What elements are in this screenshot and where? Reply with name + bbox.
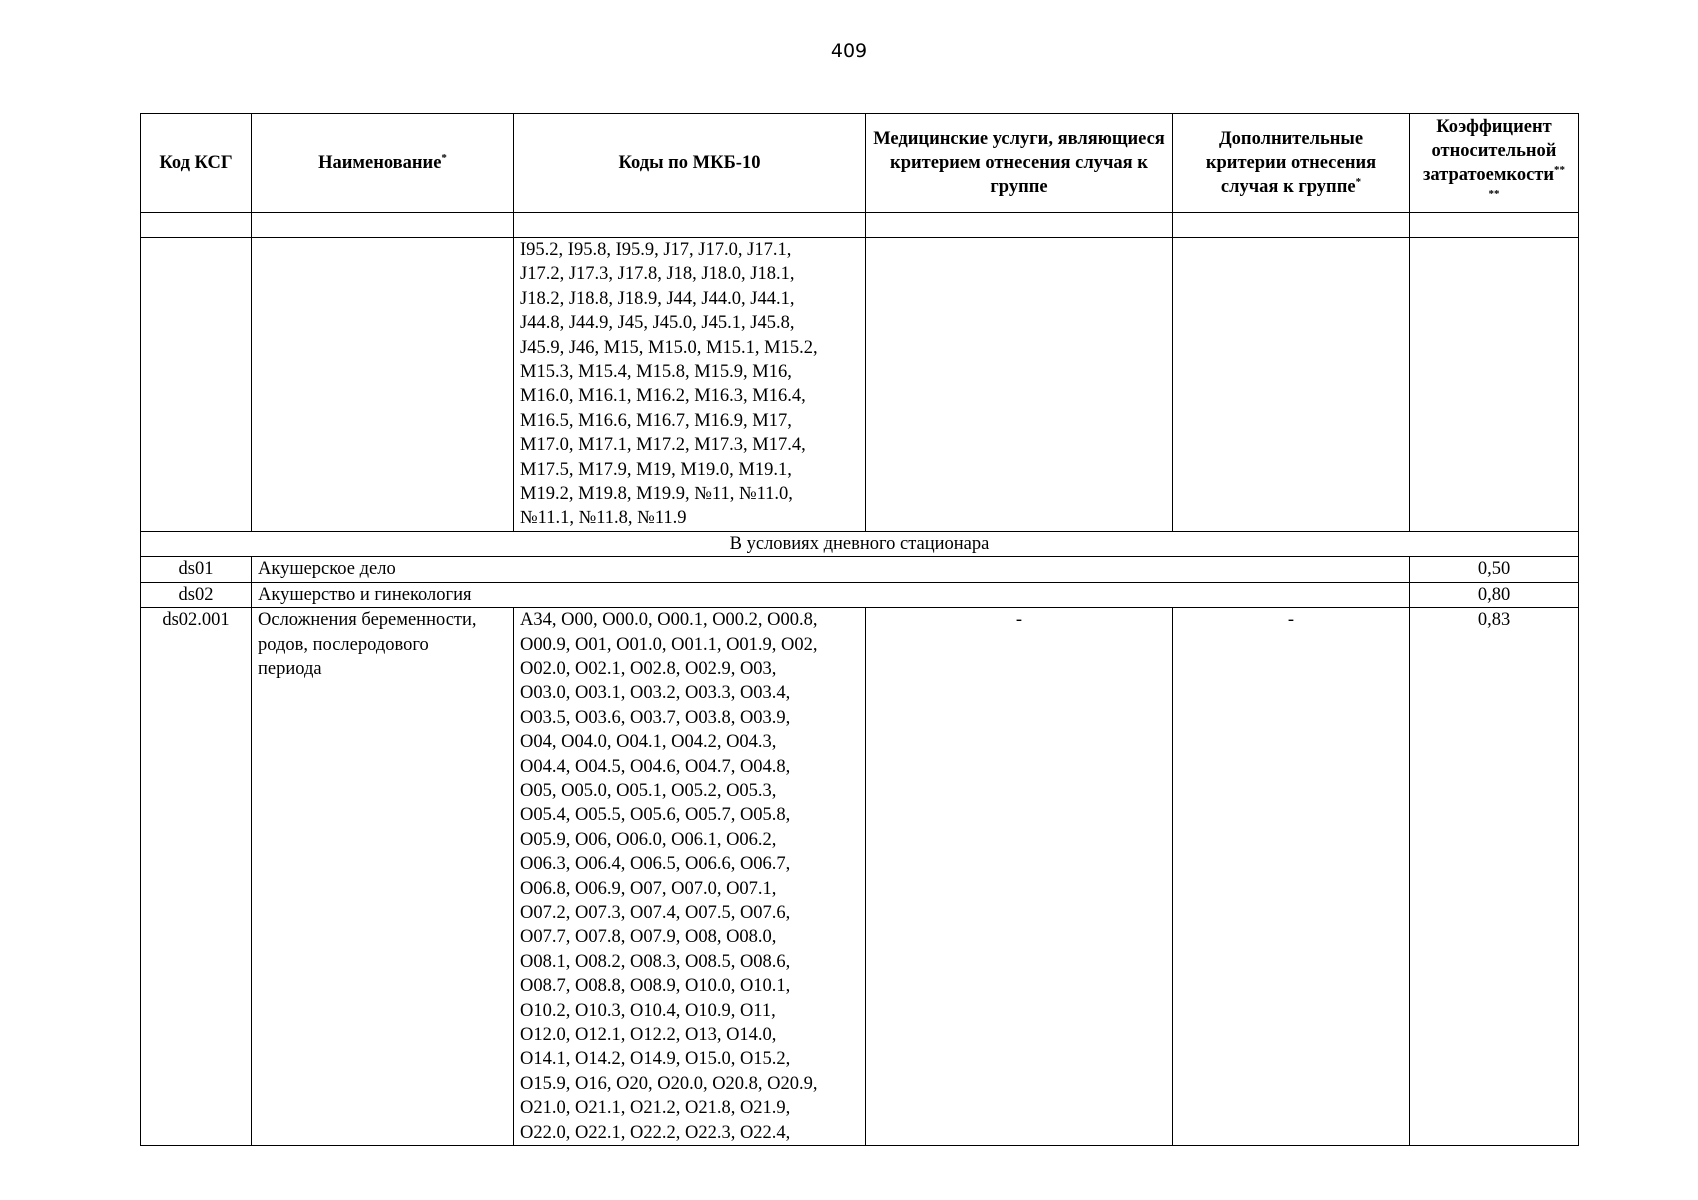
table-header-row	[141, 114, 1579, 213]
footnote-mark: **	[1554, 163, 1566, 176]
mkb-codes-cell: A34, O00, O00.0, O00.1, O00.2, O00.8, O00.9, O01, O01.0, O01.1, O01.9, O02, O02.0, O02.1, O02.8, O02.9, O03, O03.0, O03.1, O03.2, O03.3, O03.4, O03.5, O03.6, O03.7, O03.8, O03.9, O04, O04.0, O04.1, O04.2, O04.3, O04.4, O04.5, O04.6, O04.7, O04.8, O05, O05.0, O05.1, O05.2, O05.3, O05.4, O05.5, O05.6, O05.7, O05.8, O05.9, O06, O06.0, O06.1, O06.2, O06.3, O06.4, O06.5, O06.6, O06.7, O06.8, O06.9, O07, O07.0, O07.1, O07.2, O07.3, O07.4, O07.5, O07.6, O07.7, O07.8, O07.9, O08, O08.0, O08.1, O08.2, O08.3, O08.5, O08.6, O08.7, O08.8, O08.9, O10.0, O10.1, O10.2, O10.3, O10.4, O10.9, O11, O12.0, O12.1, O12.2, O13, O14.0, O14.1, O14.2, O14.9, O15.0, O15.2, O15.9, O16, O20, O20.0, O20.8, O20.9, O21.0, O21.1, O21.2, O21.8, O21.9, O22.0, O22.1, O22.2, O22.3, O22.4,	[514, 608, 866, 1146]
empty-row	[141, 213, 1579, 238]
ksg-name: Акушерство и гинекология	[252, 582, 1410, 607]
continued-row	[141, 238, 1579, 532]
table-row	[141, 557, 1579, 582]
ksg-name: Акушерское дело	[252, 557, 1410, 582]
additional-cell: -	[1173, 608, 1410, 1146]
section-title: В условиях дневного стационара	[141, 531, 1579, 556]
ksg-code: ds02.001	[141, 608, 252, 1146]
ksg-coefficient: 0,80	[1410, 582, 1579, 607]
header-additional: Дополнительные критерии отнесения случая к группе*	[1173, 114, 1410, 213]
mkb-codes-cell: I95.2, I95.8, I95.9, J17, J17.0, J17.1, J17.2, J17.3, J17.8, J18, J18.0, J18.1, J18.2, J18.8, J18.9, J44, J44.0, J44.1, J44.8, J44.9, J45, J45.0, J45.1, J45.8, J45.9, J46, M15, M15.0, M15.1, M15.2, M15.3, M15.4, M15.8, M15.9, M16, M16.0, M16.1, M16.2, M16.3, M16.4, M16.5, M16.6, M16.7, M16.9, M17, M17.0, M17.1, M17.2, M17.3, M17.4, M17.5, M17.9, M19, M19.0, M19.1, M19.2, M19.8, M19.9, №11, №11.0, №11.1, №11.8, №11.9	[514, 238, 866, 532]
ksg-table	[140, 113, 1579, 1146]
services-cell: -	[866, 608, 1173, 1146]
ksg-coefficient: 0,50	[1410, 557, 1579, 582]
section-row	[141, 531, 1579, 556]
footnote-mark: *	[441, 151, 447, 164]
header-mkb-codes: Коды по МКБ-10	[514, 114, 866, 213]
page-number: 409	[830, 40, 868, 62]
header-code: Код КСГ	[141, 114, 252, 213]
table-row	[141, 582, 1579, 607]
ksg-coefficient: 0,83	[1410, 608, 1579, 1146]
ksg-code: ds02	[141, 582, 252, 607]
ksg-name: Осложнения беременности, родов, послеродового периода	[252, 608, 514, 1146]
ksg-code: ds01	[141, 557, 252, 582]
footnote-mark: **	[1488, 187, 1500, 200]
footnote-mark: *	[1355, 175, 1362, 188]
table-row	[141, 608, 1579, 1146]
header-name: Наименование*	[252, 114, 514, 213]
header-coefficient: Коэффициент относительной затратоемкости** **	[1410, 114, 1579, 213]
header-services: Медицинские услуги, являющиеся критерием отнесения случая к группе	[866, 114, 1173, 213]
